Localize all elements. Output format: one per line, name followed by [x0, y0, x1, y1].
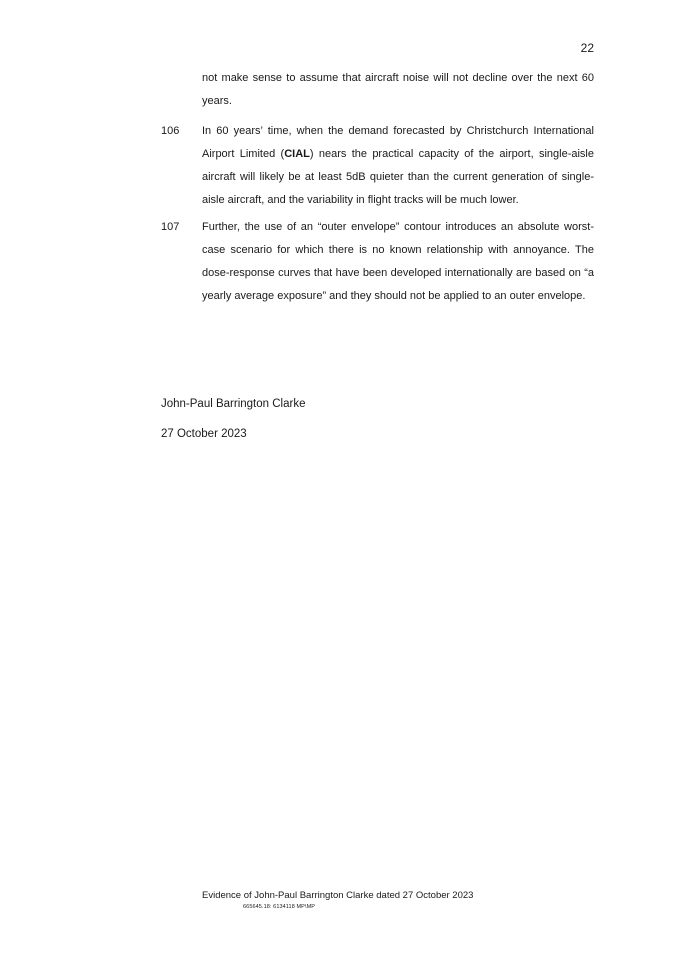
paragraph-text: Further, the use of an “outer envelope” contour introduces an absolute worst-case scenario for which there is no known relationship with annoyance. The dose-response curves that have been developed internationally are based on “a yearly average exposure” and they should not be applied to an outer envelope. [202, 221, 594, 302]
paragraph-107 [161, 216, 594, 308]
page-number: 22 [580, 41, 594, 55]
signature-date: 27 October 2023 [161, 428, 247, 440]
paragraph-number: 107 [161, 221, 180, 233]
paragraph-number: 106 [161, 125, 180, 137]
paragraph-text-start: In 60 years’ time, when the demand forecasted by Christchurch International Airport Limited ( [202, 125, 594, 160]
footer-title: Evidence of John-Paul Barrington Clarke dated 27 October 2023 [202, 890, 474, 901]
signature-name: John-Paul Barrington Clarke [161, 398, 306, 410]
paragraph-text [202, 120, 594, 212]
paragraph-106 [161, 120, 594, 212]
defined-term: CIAL [284, 148, 310, 160]
continuation-paragraph: not make sense to assume that aircraft noise will not decline over the next 60 years. [202, 72, 594, 107]
paragraph-text-end: ) nears the practical capacity of the airport, single-aisle aircraft will likely be at least 5dB quieter than the current generation of single-aisle aircraft, and the variability in flight tracks will be much lower. [202, 148, 594, 206]
footer-reference: 665645.18: 6134118 MP\MP [243, 904, 316, 910]
